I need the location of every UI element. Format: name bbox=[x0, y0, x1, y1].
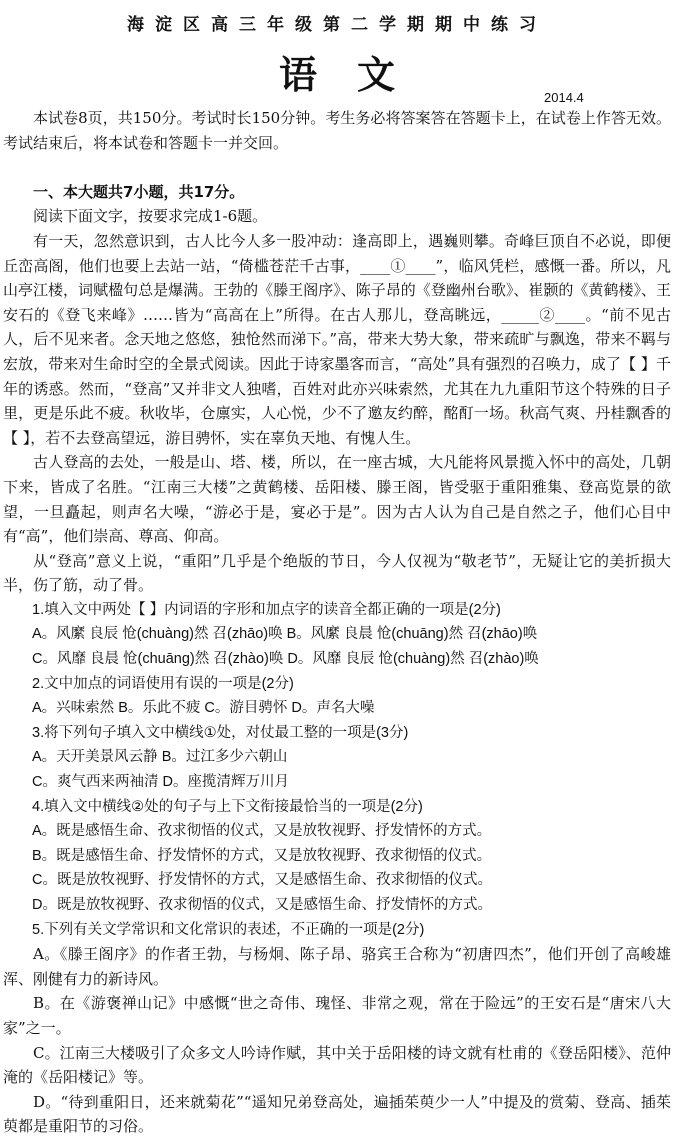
question-1-stem: 1.填入文中两处【 】内词语的字形和加点字的读音全都正确的一项是(2分) bbox=[32, 601, 501, 618]
question-5-option-c: C。江南三大楼吸引了众多文人吟诗作赋，其中关于岳阳楼的诗文就有杜甫的《登岳阳楼》、范仲淹的《岳阳楼记》等。 bbox=[3, 1043, 671, 1087]
passage-paragraph: 从“登高”意义上说，“重阳”几乎是个绝版的节日，今人仅视为“敬老节”，无疑让它的美折损大半，伤了筋，动了骨。 bbox=[3, 551, 671, 595]
question-4-stem: 4.填入文中横线②处的句子与上下文衔接最恰当的一项是(2分) bbox=[32, 798, 423, 815]
exam-body bbox=[3, 106, 671, 1139]
question-2-stem: 2.文中加点的词语使用有误的一项是(2分) bbox=[32, 675, 294, 692]
question-1-options: A。风縻 良辰 怆(chuàng)然 召(zhāo)唤 B。风縻 良晨 怆(chuāng)然 召(zhāo)唤 bbox=[32, 626, 538, 643]
question-4-option-c: C。既是放牧视野、抒发情怀的方式，又是感悟生命、孜求彻悟的仪式。 bbox=[32, 872, 492, 889]
question-3-options: C。爽气西来两袖清 D。座揽清辉万川月 bbox=[32, 774, 289, 791]
question-3-stem: 3.将下列句子填入文中横线①处，对仗最工整的一项是(3分) bbox=[32, 724, 409, 741]
section-heading: 一、本大题共7小题，共17分。 bbox=[33, 182, 245, 201]
question-3-options: A。天开美景风云静 B。过江多少六朝山 bbox=[32, 749, 288, 766]
question-4-option-d: D。既是放牧视野、孜求彻悟的仪式，又是感悟生命、抒发情怀的方式。 bbox=[32, 897, 492, 913]
instructions: 本试卷8页，共150分。考试时长150分钟。考生务必将答案答在答题卡上，在试卷上作答无效。考试结束后，将本试卷和答题卡一并交回。 bbox=[3, 109, 671, 152]
question-4-option-a: A。既是感悟生命、孜求彻悟的仪式，又是放牧视野、抒发情怀的方式。 bbox=[32, 823, 492, 840]
passage-paragraph: 古人登高的去处，一般是山、塔、楼，所以，在一座古城，大凡能将风景揽入怀中的高处，几朝下来，皆成了名胜。“江南三大楼”之黄鹤楼、岳阳楼、滕王阁，皆受驱于重阳雅集、登高览景的欲望，一旦矗起，则声名大噪，“游必于是，宴必于是”。因为古人认为自己是自然之子，他们心目中有“高”，他们崇高、尊高、仰高。 bbox=[3, 453, 671, 546]
exam-title: 海淀区高三年级第二学期期中练习 bbox=[127, 15, 547, 35]
spacer bbox=[3, 155, 671, 180]
question-5-option-b: B。在《游褒禅山记》中感慨“世之奇伟、瑰怪、非常之观，常在于险远”的王安石是“唐宋八大家”之一。 bbox=[3, 994, 671, 1037]
reading-prompt: 阅读下面文字，按要求完成1-6题。 bbox=[33, 207, 268, 226]
subject-title: 语文 bbox=[278, 53, 435, 97]
question-5-option-a: A。《滕王阁序》的作者王勃，与杨炯、陈子昂、骆宾王合称为“初唐四杰”，他们开创了高峻雄浑、刚健有力的新诗风。 bbox=[3, 945, 671, 988]
question-1-options: C。风靡 良晨 怆(chuāng)然 召(zhào)唤 D。风靡 良辰 怆(chuàng)然 召(zhào)唤 bbox=[32, 651, 539, 668]
question-2-options: A。兴味索然 B。乐此不疲 C。游目骋怀 D。声名大噪 bbox=[32, 700, 375, 717]
question-5-option-d: D。“待到重阳日，还来就菊花”“遥知兄弟登高处，遍插茱萸少一人”中提及的赏菊、登高、插茱萸都是重阳节的习俗。 bbox=[3, 1092, 671, 1136]
exam-date: 2014.4 bbox=[544, 90, 584, 105]
question-5-stem: 5.下列有关文学常识和文化常识的表述，不正确的一项是(2分) bbox=[32, 921, 425, 938]
passage-paragraph: 有一天，忽然意识到，古人比今人多一股冲动：逢高即上，遇巍则攀。奇峰巨顶自不必说，即便丘峦高阁，他们也要上去站一站，“倚槛苍茫千古事，____①____”，临风凭栏，感慨一番。所以，凡山亭江楼，词赋楹句总是爆满。王勃的《滕王阁序》、陈子昂的《登幽州台歌》、崔颢的《黄鹤楼》、王安石的《登飞来峰》……皆为“高高在上”所得。在古人那儿，登高眺远，_____②____。“前不见古人，后不见来者。念天地之悠悠，独怆然而涕下。”高，带来大势大象，带来疏旷与飘逸，带来不羁与宏放，带来对生命时空的全景式阅读。因此于诗家墨客而言，“高处”具有强烈的召唤力，成了【 】千年的诱惑。然而，“登高”又并非文人独嗜，百姓对此亦兴味索然，尤其在九九重阳节这个特殊的日子里，更是乐此不疲。秋收毕，仓廪实，人心悦，少不了邀友约醉，酩酊一场。秋高气爽、丹桂飘香的【 】，若不去登高望远，游目骋怀，实在辜负天地、有愧人生。 bbox=[3, 231, 671, 447]
question-4-option-b: B。既是感悟生命、抒发情怀的方式，又是放牧视野、孜求彻悟的仪式。 bbox=[32, 847, 492, 864]
